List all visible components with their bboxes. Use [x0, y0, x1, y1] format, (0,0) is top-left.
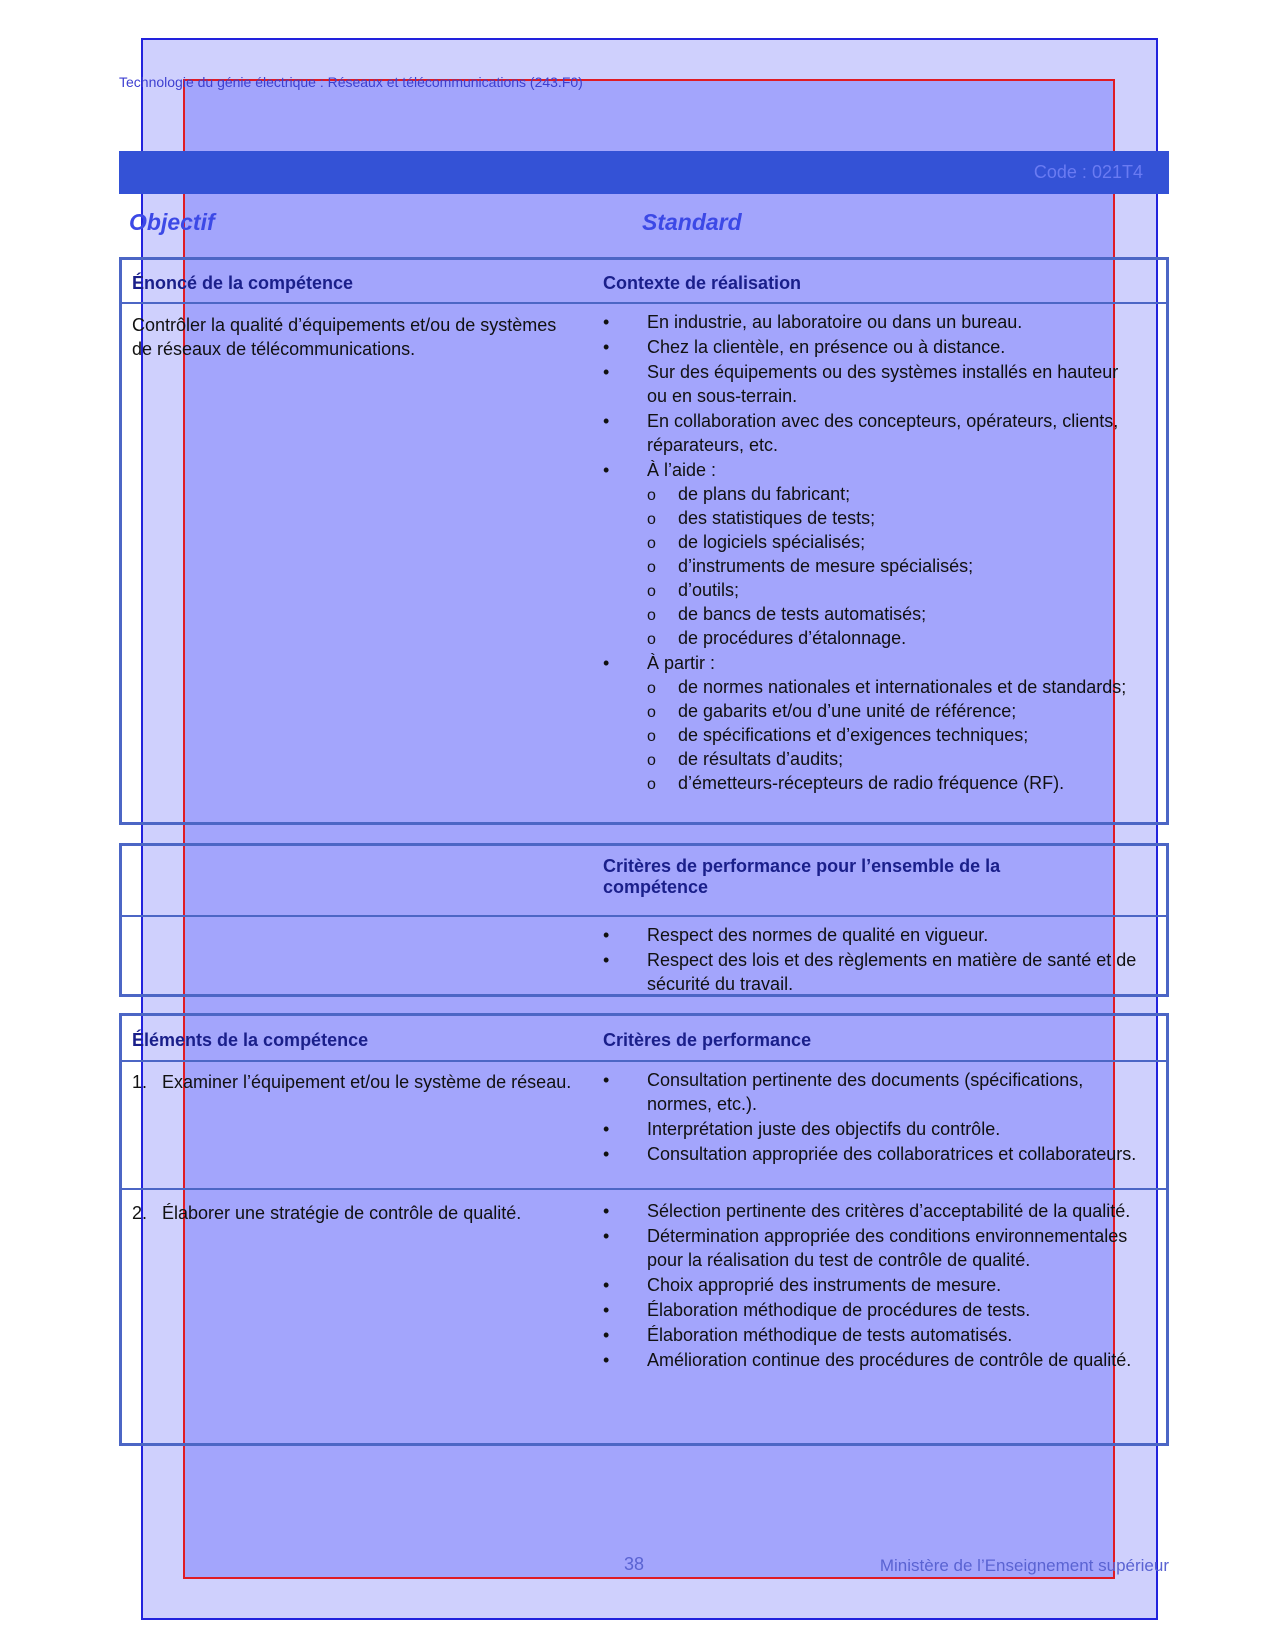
- page-number: 38: [624, 1554, 645, 1574]
- context-item: [603, 335, 1143, 359]
- context-item: [603, 310, 1143, 334]
- criterion-item: • Élaboration méthodique de procédures de tests.: [603, 1298, 1143, 1322]
- context-subitem: o d’instruments de mesure spécialisés;: [647, 554, 1143, 578]
- overall-criteria-list: [603, 923, 1143, 997]
- panel-header: [122, 846, 1166, 917]
- context-subitem: o des statistiques de tests;: [647, 506, 1143, 530]
- code-label: Code :: [1033, 162, 1087, 182]
- context-item-text: À l’aide :: [647, 460, 717, 480]
- context-subitem: o de normes nationales et internationales et de standards;: [647, 675, 1143, 699]
- criterion-item: • Amélioration continue des procédures de contrôle de qualité.: [603, 1348, 1143, 1372]
- elements-panel: [119, 1013, 1169, 1446]
- context-subitem: o de spécifications et d’exigences techniques;: [647, 723, 1143, 747]
- page-footer: [0, 1554, 1275, 1578]
- context-subitem: o de bancs de tests automatisés;: [647, 602, 1143, 626]
- element-1-criteria: [603, 1068, 1143, 1167]
- overall-criteria-panel: [119, 843, 1169, 997]
- context-subitem: o de plans du fabricant;: [647, 482, 1143, 506]
- context-subitem: o de logiciels spécialisés;: [647, 530, 1143, 554]
- context-list: [603, 310, 1143, 796]
- context-item: [603, 651, 1143, 795]
- context-item-text: Chez la clientèle, en présence ou à distance.: [647, 337, 1006, 357]
- panel-header: [122, 1016, 1166, 1062]
- criterion-item: • Détermination appropriée des conditions environnementales pour la réalisation du test de contrôle de qualité.: [603, 1224, 1143, 1272]
- objectif-heading: Objectif: [129, 209, 215, 235]
- context-subitem: o de procédures d’étalonnage.: [647, 626, 1143, 650]
- criterion-item: • Respect des lois et des règlements en matière de santé et de sécurité du travail.: [603, 948, 1143, 996]
- statement-header: Énoncé de la compétence: [132, 273, 354, 293]
- element-number: 1.: [132, 1072, 148, 1092]
- context-item-text: À partir :: [647, 653, 716, 673]
- context-item: [603, 360, 1143, 408]
- criteria-header: Critères de performance: [603, 1030, 812, 1050]
- competency-statement: Contrôler la qualité d’équipements et/ou de systèmes de réseaux de télécommunications.: [132, 315, 557, 359]
- row-divider: [122, 1188, 1166, 1190]
- element-text: Élaborer une stratégie de contrôle de qualité.: [162, 1203, 522, 1223]
- context-item-text: En industrie, au laboratoire ou dans un bureau.: [647, 312, 1023, 332]
- column-headings: [119, 209, 1169, 239]
- element-2-criteria: [603, 1199, 1143, 1373]
- criterion-item: • Consultation appropriée des collaboratrices et collaborateurs.: [603, 1142, 1143, 1166]
- criterion-item: • Choix approprié des instruments de mesure.: [603, 1273, 1143, 1297]
- context-header: Contexte de réalisation: [603, 273, 802, 293]
- context-item: [603, 409, 1143, 457]
- competency-statement-panel: [119, 257, 1169, 825]
- element-1: [132, 1070, 572, 1094]
- context-item-text: En collaboration avec des concepteurs, opérateurs, clients, réparateurs, etc.: [647, 411, 1119, 455]
- context-item-text: Sur des équipements ou des systèmes installés en hauteur ou en sous-terrain.: [647, 362, 1119, 406]
- context-subitem: o de résultats d’audits;: [647, 747, 1143, 771]
- context-subitem: o de gabarits et/ou d’une unité de référence;: [647, 699, 1143, 723]
- context-sublist: [647, 675, 1143, 795]
- element-text: Examiner l’équipement et/ou le système de réseau.: [162, 1072, 572, 1092]
- context-subitem: o d’émetteurs-récepteurs de radio fréquence (RF).: [647, 771, 1143, 795]
- elements-header: Éléments de la compétence: [132, 1030, 369, 1050]
- criterion-item: • Respect des normes de qualité en vigueur.: [603, 923, 1143, 947]
- ministry-name: Ministère de l’Enseignement supérieur: [879, 1556, 1169, 1575]
- running-header: Technologie du génie électrique : Réseaux et télécommunications (243.F0): [119, 74, 583, 90]
- standard-heading: Standard: [642, 209, 742, 235]
- criterion-item: • Interprétation juste des objectifs du contrôle.: [603, 1117, 1143, 1141]
- criterion-item: • Élaboration méthodique de tests automatisés.: [603, 1323, 1143, 1347]
- code-bar: [119, 151, 1169, 194]
- context-sublist: [647, 482, 1143, 650]
- panel-header: [122, 260, 1166, 304]
- overall-criteria-header: Critères de performance pour l’ensemble de la compétence: [603, 856, 1001, 897]
- element-2: [132, 1201, 572, 1225]
- element-number: 2.: [132, 1203, 148, 1223]
- code-value: 021T4: [1091, 162, 1143, 182]
- competency-code: [1034, 162, 1143, 183]
- context-subitem: o d’outils;: [647, 578, 1143, 602]
- criterion-item: • Sélection pertinente des critères d’acceptabilité de la qualité.: [603, 1199, 1143, 1223]
- criterion-item: • Consultation pertinente des documents (spécifications, normes, etc.).: [603, 1068, 1143, 1116]
- context-item: [603, 458, 1143, 650]
